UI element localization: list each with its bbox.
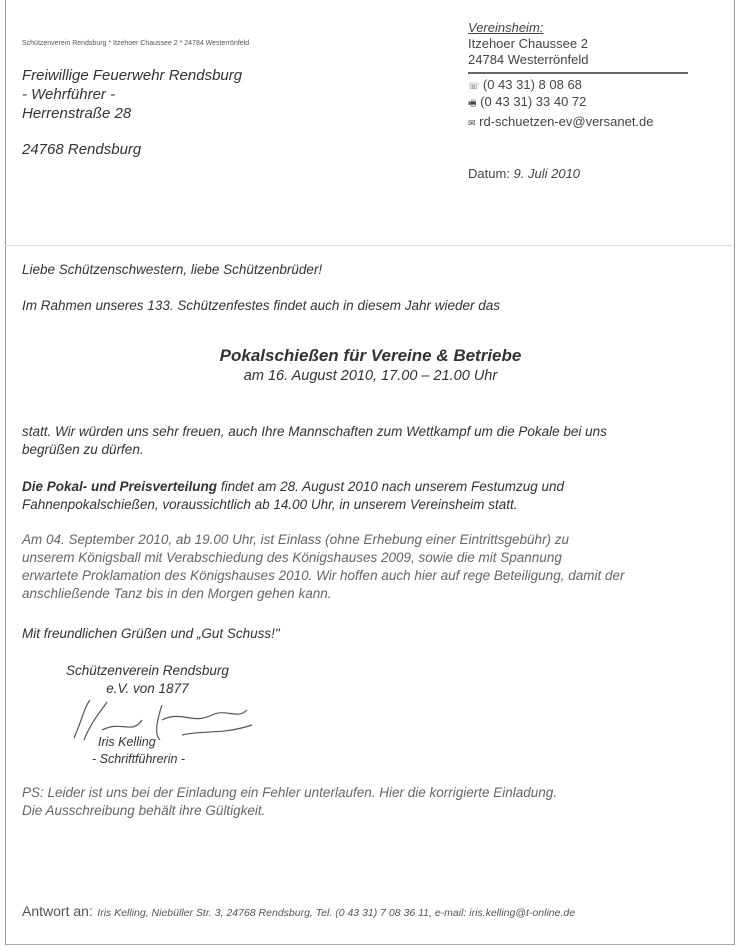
clubhouse-block (468, 20, 688, 131)
reply-line (22, 903, 575, 921)
text-line: Am 04. September 2010, ab 19.00 Uhr, ist Einlass (ohne Erhebung einer Eintrittsgebühr) zu (22, 532, 570, 547)
date-line (468, 166, 580, 181)
signer-name: Iris Kelling (98, 735, 156, 749)
event-subtitle: am 16. August 2010, 17.00 – 21.00 Uhr (243, 368, 498, 384)
text-line: Fahnenpokalschießen, voraussichtlich ab 14.00 Uhr, in unserem Vereinsheim statt. (22, 497, 518, 512)
date-label: Datum: (468, 166, 510, 181)
sender-line: Schützenverein Rendsburg * Itzehoer Chaussee 2 * 24784 Westerrönfeld (22, 40, 250, 47)
paragraph-1 (22, 423, 607, 459)
recipient-line: - Wehrführer - (22, 86, 116, 103)
reply-details: Iris Kelling, Niebüller Str. 3, 24768 Rendsburg, Tel. (0 43 31) 7 08 36 11, e-mail: iris.kelling@t-online.de (97, 907, 576, 919)
email: rd-schuetzen-ev@versanet.de (479, 114, 654, 129)
divider (468, 72, 688, 74)
text-line: unserem Königsball mit Verabschiedung des Königshauses 2009, sowie die mit Spannung (22, 550, 562, 565)
phone-icon: ☏ (468, 81, 480, 91)
handwritten-signature (62, 690, 262, 750)
text-line: findet am 28. August 2010 nach unserem Festumzug und (217, 479, 565, 494)
recipient-address (22, 66, 242, 159)
clubhouse-heading: Vereinsheim: (468, 20, 544, 35)
fax: (0 43 31) 33 40 72 (480, 94, 587, 109)
clubhouse-street: Itzehoer Chaussee 2 (468, 36, 588, 51)
intro: Im Rahmen unseres 133. Schützenfestes findet auch in diesem Jahr wieder das (22, 298, 501, 313)
paragraph-3 (22, 531, 624, 603)
signer-role: - Schriftführerin - (92, 752, 186, 766)
text-line: statt. Wir würden uns sehr freuen, auch Ihre Mannschaften zum Wettkampf um die Pokale bei uns (22, 424, 607, 439)
recipient-line: Herrenstraße 28 (22, 105, 132, 122)
event-title: Pokalschießen für Vereine & Betriebe (219, 346, 522, 365)
recipient-line: 24768 Rendsburg (22, 141, 142, 158)
greeting: Liebe Schützenschwestern, liebe Schützenbrüder! (22, 262, 323, 277)
award-bold: Die Pokal- und Preisverteilung (22, 479, 218, 494)
text-line: anschließende Tanz bis in den Morgen gehen kann. (22, 586, 332, 601)
paragraph-2 (22, 478, 564, 514)
text-line: erwartete Proklamation des Königshauses 2010. Wir hoffen auch hier auf rege Beteiligung, damit der (22, 568, 625, 583)
date: 9. Juli 2010 (513, 166, 581, 181)
closing: Mit freundlichen Grüßen und „Gut Schuss!" (22, 626, 280, 641)
text-line: Die Ausschreibung behält ihre Gültigkeit. (22, 803, 266, 818)
text-line: PS: Leider ist uns bei der Einladung ein Fehler unterlaufen. Hier die korrigierte Einladung. (22, 785, 558, 800)
fold-line (5, 245, 733, 246)
club-since: e.V. von 1877 (106, 681, 189, 696)
club-name: Schützenverein Rendsburg (66, 663, 229, 678)
recipient-line: Freiwillige Feuerwehr Rendsburg (22, 67, 243, 84)
clubhouse-city: 24784 Westerrönfeld (468, 52, 589, 67)
phone: (0 43 31) 8 08 68 (482, 77, 582, 92)
email-icon: ✉ (468, 118, 476, 128)
postscript (22, 784, 557, 820)
text-line: begrüßen zu dürfen. (22, 442, 144, 457)
reply-label: Antwort an: (22, 903, 93, 919)
fax-icon: 🖷 (468, 98, 477, 108)
